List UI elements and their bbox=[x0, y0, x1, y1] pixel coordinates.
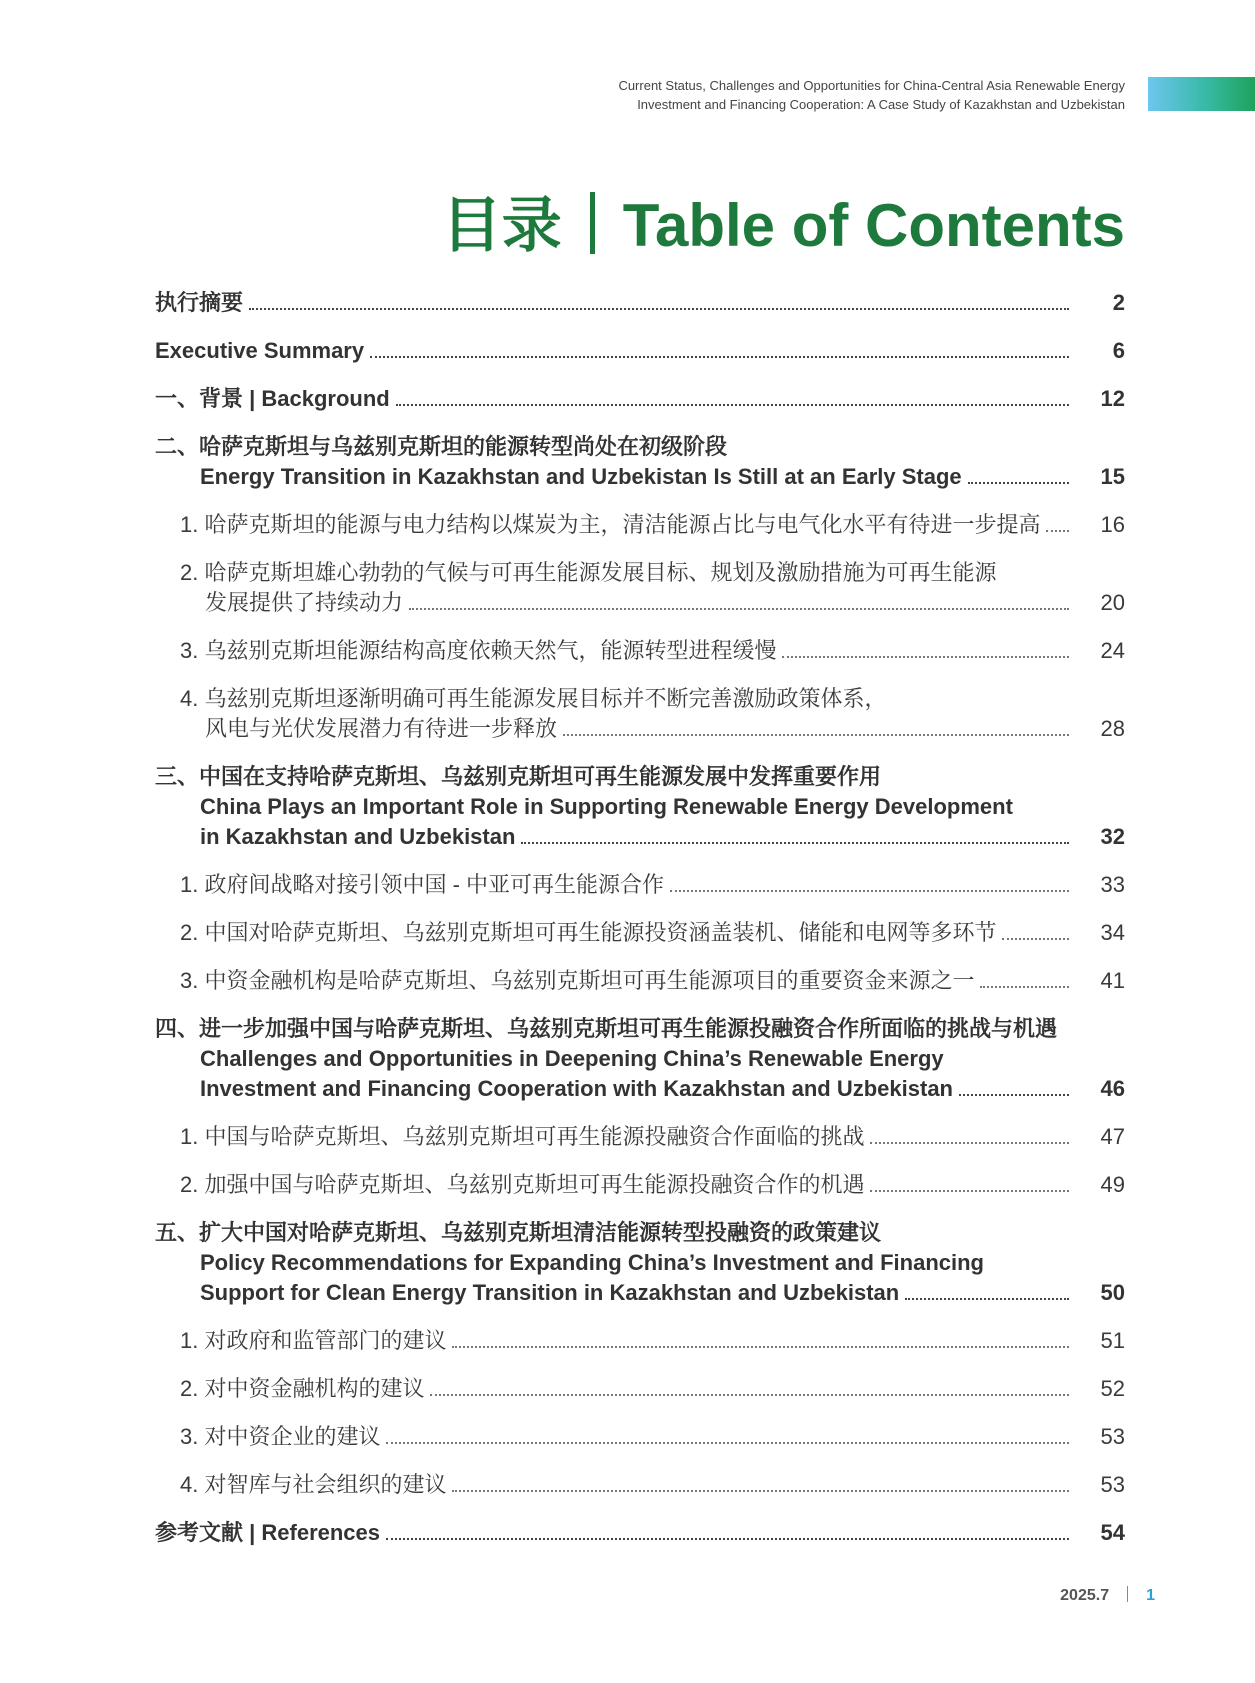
toc-entry-en-title-1: Challenges and Opportunities in Deepening China’s Renewable Energy bbox=[200, 1046, 944, 1071]
dot-leader bbox=[396, 404, 1069, 406]
toc-page-number: 53 bbox=[1100, 1424, 1125, 1449]
title-separator bbox=[590, 192, 595, 254]
toc-page-number: 32 bbox=[1100, 824, 1125, 849]
dot-leader bbox=[386, 1538, 1069, 1540]
toc-subentry-label: 1. 哈萨克斯坦的能源与电力结构以煤炭为主，清洁能源占比与电气化水平有待进一步提高 bbox=[180, 512, 1041, 537]
toc-page-number: 41 bbox=[1100, 968, 1125, 993]
dot-leader bbox=[870, 1190, 1069, 1192]
toc-page-number: 47 bbox=[1100, 1124, 1125, 1149]
footer-divider bbox=[1127, 1586, 1128, 1602]
page-title-cn: 目录 bbox=[441, 192, 562, 259]
toc-entry[interactable] bbox=[155, 432, 1125, 492]
toc-entry-en-title-2: Support for Clean Energy Transition in Kazakhstan and Uzbekistan bbox=[200, 1280, 900, 1305]
page-title bbox=[442, 190, 1125, 262]
dot-leader bbox=[968, 482, 1069, 484]
toc-entry-cn-title: 二、哈萨克斯坦与乌兹别克斯坦的能源转型尚处在初级阶段 bbox=[155, 434, 728, 459]
toc-page-number: 6 bbox=[1112, 338, 1125, 363]
running-header bbox=[618, 76, 1125, 114]
running-header-line-1: Current Status, Challenges and Opportunities for China-Central Asia Renewable Energy bbox=[618, 78, 1125, 93]
dot-leader bbox=[905, 1298, 1069, 1300]
toc-entry-en-title-2: in Kazakhstan and Uzbekistan bbox=[200, 824, 516, 849]
table-of-contents bbox=[155, 288, 1125, 1566]
toc-page-number: 28 bbox=[1100, 716, 1125, 741]
toc-page-number: 33 bbox=[1100, 872, 1125, 897]
toc-subentry[interactable] bbox=[155, 510, 1125, 540]
toc-entry-cn-title: 三、中国在支持哈萨克斯坦、乌兹别克斯坦可再生能源发展中发挥重要作用 bbox=[155, 764, 882, 789]
dot-leader bbox=[452, 1346, 1069, 1348]
toc-page-number: 24 bbox=[1100, 638, 1125, 663]
toc-subentry[interactable] bbox=[155, 1422, 1125, 1452]
toc-page-number: 46 bbox=[1100, 1076, 1125, 1101]
dot-leader bbox=[959, 1094, 1069, 1096]
toc-page-number: 20 bbox=[1100, 590, 1125, 615]
toc-subentry[interactable] bbox=[155, 1170, 1125, 1200]
toc-subentry-label: 2. 加强中国与哈萨克斯坦、乌兹别克斯坦可再生能源投融资合作的机遇 bbox=[180, 1172, 865, 1197]
toc-page-number: 16 bbox=[1100, 512, 1125, 537]
toc-page-number: 52 bbox=[1100, 1376, 1125, 1401]
page-footer bbox=[1060, 1586, 1155, 1605]
toc-page-number: 49 bbox=[1100, 1172, 1125, 1197]
toc-entry-en-title-2: Investment and Financing Cooperation with Kazakhstan and Uzbekistan bbox=[200, 1076, 953, 1101]
toc-entry[interactable] bbox=[155, 288, 1125, 318]
toc-subentry[interactable] bbox=[155, 918, 1125, 948]
footer-page-number: 1 bbox=[1146, 1587, 1155, 1604]
toc-subentry-label: 1. 中国与哈萨克斯坦、乌兹别克斯坦可再生能源投融资合作面临的挑战 bbox=[180, 1124, 865, 1149]
toc-subentry-label: 3. 对中资企业的建议 bbox=[180, 1424, 381, 1449]
toc-entry-label: 一、背景 | Background bbox=[155, 386, 390, 411]
toc-entry[interactable] bbox=[155, 1014, 1125, 1104]
dot-leader bbox=[430, 1394, 1069, 1396]
toc-entry-en-title-1: Policy Recommendations for Expanding China’s Investment and Financing bbox=[200, 1250, 984, 1275]
dot-leader bbox=[409, 608, 1069, 610]
toc-page-number: 51 bbox=[1100, 1328, 1125, 1353]
toc-entry[interactable] bbox=[155, 336, 1125, 366]
toc-entry-label: 参考文献 | References bbox=[155, 1520, 381, 1545]
running-header-line-2: Investment and Financing Cooperation: A Case Study of Kazakhstan and Uzbekistan bbox=[637, 97, 1125, 112]
toc-page-number: 34 bbox=[1100, 920, 1125, 945]
toc-entry[interactable] bbox=[155, 384, 1125, 414]
toc-subentry[interactable] bbox=[155, 870, 1125, 900]
toc-subentry-label: 4. 对智库与社会组织的建议 bbox=[180, 1472, 447, 1497]
toc-entry-cn-title: 五、扩大中国对哈萨克斯坦、乌兹别克斯坦清洁能源转型投融资的政策建议 bbox=[155, 1220, 882, 1245]
toc-subentry-line-1: 4. 乌兹别克斯坦逐渐明确可再生能源发展目标并不断完善激励政策体系， bbox=[180, 686, 887, 711]
toc-subentry-label: 3. 乌兹别克斯坦能源结构高度依赖天然气，能源转型进程缓慢 bbox=[180, 638, 777, 663]
toc-entry-en-title: Energy Transition in Kazakhstan and Uzbekistan Is Still at an Early Stage bbox=[200, 464, 962, 489]
dot-leader bbox=[980, 986, 1069, 988]
toc-subentry-label: 1. 政府间战略对接引领中国 - 中亚可再生能源合作 bbox=[180, 872, 665, 897]
dot-leader bbox=[670, 890, 1069, 892]
toc-entry[interactable] bbox=[155, 1218, 1125, 1308]
dot-leader bbox=[249, 308, 1069, 310]
toc-subentry-label: 2. 对中资金融机构的建议 bbox=[180, 1376, 425, 1401]
toc-subentry[interactable] bbox=[155, 966, 1125, 996]
toc-entry-label: 执行摘要 bbox=[155, 290, 244, 315]
toc-subentry[interactable] bbox=[155, 636, 1125, 666]
toc-page-number: 50 bbox=[1100, 1280, 1125, 1305]
toc-subentry[interactable] bbox=[155, 558, 1125, 618]
page-title-en: Table of Contents bbox=[622, 192, 1125, 259]
toc-page-number: 2 bbox=[1112, 290, 1125, 315]
toc-subentry-line-1: 2. 哈萨克斯坦雄心勃勃的气候与可再生能源发展目标、规划及激励措施为可再生能源 bbox=[180, 560, 997, 585]
dot-leader bbox=[782, 656, 1069, 658]
dot-leader bbox=[386, 1442, 1069, 1444]
toc-page-number: 12 bbox=[1100, 386, 1125, 411]
dot-leader bbox=[1002, 938, 1069, 940]
toc-subentry-line-2: 风电与光伏发展潜力有待进一步释放 bbox=[205, 716, 558, 741]
toc-page-number: 15 bbox=[1100, 464, 1125, 489]
toc-entry[interactable] bbox=[155, 762, 1125, 852]
dot-leader bbox=[370, 356, 1069, 358]
toc-entry-en-title-1: China Plays an Important Role in Supporting Renewable Energy Development bbox=[200, 794, 1013, 819]
footer-date: 2025.7 bbox=[1060, 1587, 1110, 1604]
toc-entry-cn-title: 四、进一步加强中国与哈萨克斯坦、乌兹别克斯坦可再生能源投融资合作所面临的挑战与机遇 bbox=[155, 1016, 1058, 1041]
toc-subentry-label: 2. 中国对哈萨克斯坦、乌兹别克斯坦可再生能源投资涵盖装机、储能和电网等多环节 bbox=[180, 920, 997, 945]
toc-subentry-label: 1. 对政府和监管部门的建议 bbox=[180, 1328, 447, 1353]
toc-page-number: 54 bbox=[1100, 1520, 1125, 1545]
toc-subentry[interactable] bbox=[155, 1122, 1125, 1152]
dot-leader bbox=[870, 1142, 1069, 1144]
toc-subentry-label: 3. 中资金融机构是哈萨克斯坦、乌兹别克斯坦可再生能源项目的重要资金来源之一 bbox=[180, 968, 975, 993]
toc-entry[interactable] bbox=[155, 1518, 1125, 1548]
dot-leader bbox=[563, 734, 1069, 736]
toc-subentry[interactable] bbox=[155, 1470, 1125, 1500]
toc-subentry[interactable] bbox=[155, 684, 1125, 744]
toc-page-number: 53 bbox=[1100, 1472, 1125, 1497]
toc-subentry[interactable] bbox=[155, 1374, 1125, 1404]
toc-subentry[interactable] bbox=[155, 1326, 1125, 1356]
dot-leader bbox=[1046, 530, 1069, 532]
dot-leader bbox=[452, 1490, 1069, 1492]
dot-leader bbox=[521, 842, 1069, 844]
header-gradient-bar bbox=[1148, 77, 1255, 111]
toc-subentry-line-2: 发展提供了持续动力 bbox=[205, 590, 404, 615]
toc-entry-label: Executive Summary bbox=[155, 338, 365, 363]
